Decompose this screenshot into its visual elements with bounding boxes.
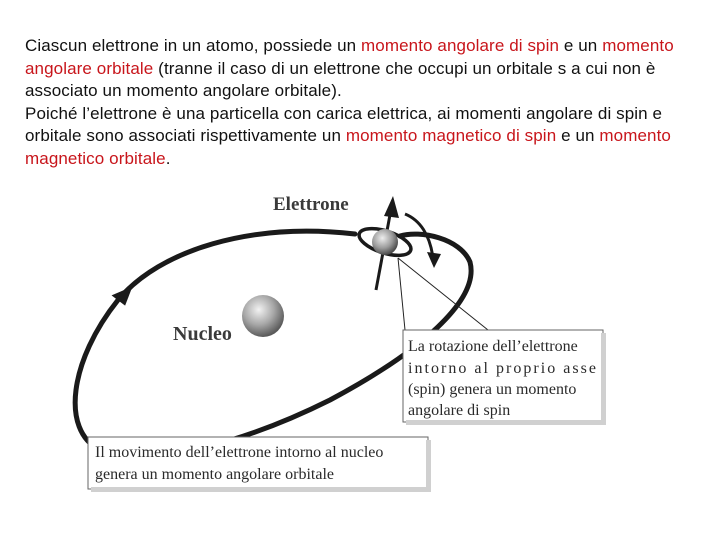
spin-callout-line-3: (spin) genera un momento	[408, 381, 577, 398]
p2-text-c: e un	[556, 126, 600, 145]
p2-text-e: .	[165, 148, 171, 168]
p1-text-e: (tranne il caso di un elettrone che occupi un orbitale s a cui non è associato un momento angolare orbitale).	[25, 58, 656, 100]
electron-sphere	[372, 229, 398, 255]
nucleus-label: Nucleo	[173, 323, 232, 345]
spin-rotation-arrow-icon	[427, 252, 441, 268]
spin-axis-arrow-icon	[384, 196, 399, 218]
orbital-callout-line-1: Il movimento dell’elettrone intorno al nucleo	[95, 444, 384, 461]
p2-text-a: Poiché l’elettrone è una particella con carica elettrica, ai momenti angolare di spin e orbitale sono associati rispettivamente un	[25, 103, 663, 145]
term-spin-magnetic-moment: momento magnetico di spin	[345, 126, 557, 145]
p1-text-a: Ciascun elettrone in un atomo, possiede un	[25, 36, 362, 55]
spin-callout-line-2: intorno al proprio asse	[408, 360, 596, 377]
orbital-callout-line-2: genera un momento angolare orbitale	[95, 466, 335, 483]
term-orbital-angular-momentum: momento angolare orbitale	[25, 36, 674, 78]
term-spin-angular-momentum: momento angolare di spin	[361, 36, 560, 55]
electron-spin-group	[356, 196, 441, 290]
nucleus-sphere	[242, 295, 284, 337]
spin-callout-box	[403, 330, 606, 425]
spin-callout-line-4: angolare di spin	[408, 402, 511, 419]
term-orbital-magnetic-moment: momento magnetico orbitale	[25, 126, 671, 168]
electron-label: Elettrone	[273, 194, 349, 215]
p1-text-c: e un	[559, 36, 603, 55]
orbital-callout-box	[88, 437, 431, 492]
spin-callout-line-1: La rotazione dell’elettrone	[408, 338, 578, 355]
spin-callout-pointer-2	[398, 258, 405, 330]
